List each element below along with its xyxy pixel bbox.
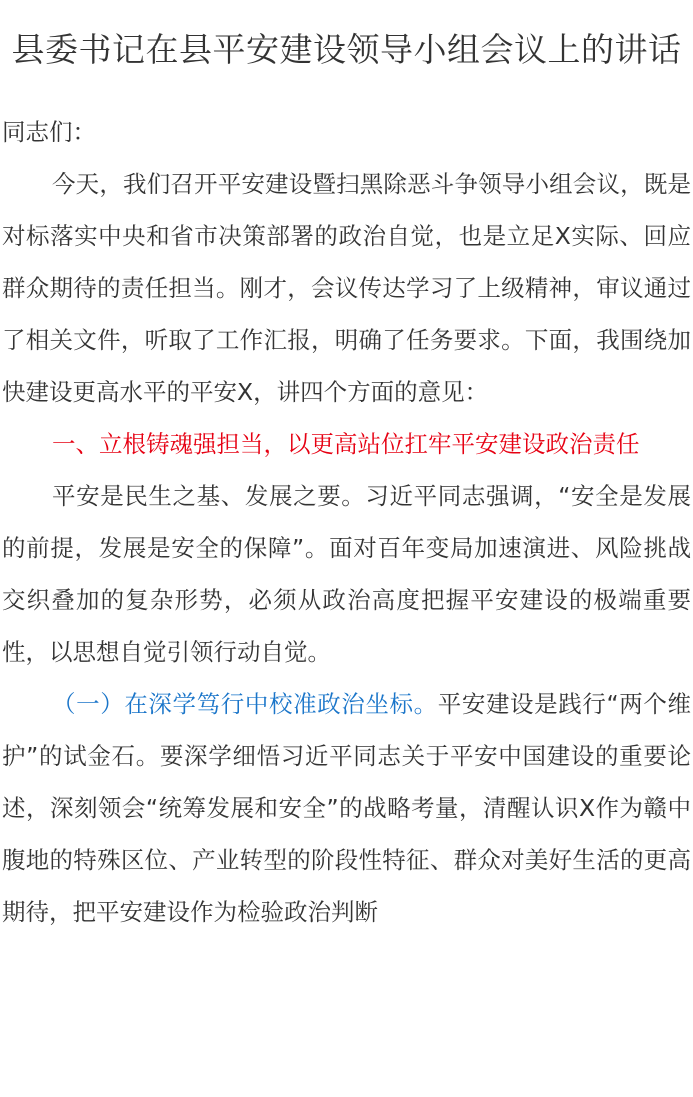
intro-paragraph: 今天，我们召开平安建设暨扫黑除恶斗争领导小组会议，既是对标落实中央和省市决策部署的政治自觉，也是立足X实际、回应群众期待的责任担当。刚才，会议传达学习了上级精神，审议通过了相关文件，听取了工作汇报，明确了任务要求。下面，我围绕加快建设更高水平的平安X，讲四个方面的意见： xyxy=(2,170,691,406)
subsection-heading-1: （一）在深学笃行中校准政治坐标。 xyxy=(52,690,438,718)
document-title: 县委书记在县平安建设领导小组会议上的讲话 xyxy=(11,30,682,69)
subsection-text-1: 平安建设是践行“两个维护”的试金石。要深学细悟习近平同志关于平安中国建设的重要论述，深刻领会“统筹发展和安全”的战略考量，清醒认识X作为赣中腹地的特殊区位、产业转型的阶段性特征、群众对美好生活的更高期待，把平安建设作为检验政治判断 xyxy=(2,690,691,926)
section-heading-1: 一、立根铸魂强担当，以更高站位扛牢平安建设政治责任 xyxy=(52,430,640,458)
document-body xyxy=(2,106,691,938)
subsection-paragraph-1 xyxy=(2,678,691,938)
section-paragraph-1: 平安是民生之基、发展之要。习近平同志强调，“安全是发展的前提，发展是安全的保障”。面对百年变局加速演进、风险挑战交织叠加的复杂形势，必须从政治高度把握平安建设的极端重要性，以思想自觉引领行动自觉。 xyxy=(2,482,691,666)
salutation: 同志们： xyxy=(2,118,96,146)
